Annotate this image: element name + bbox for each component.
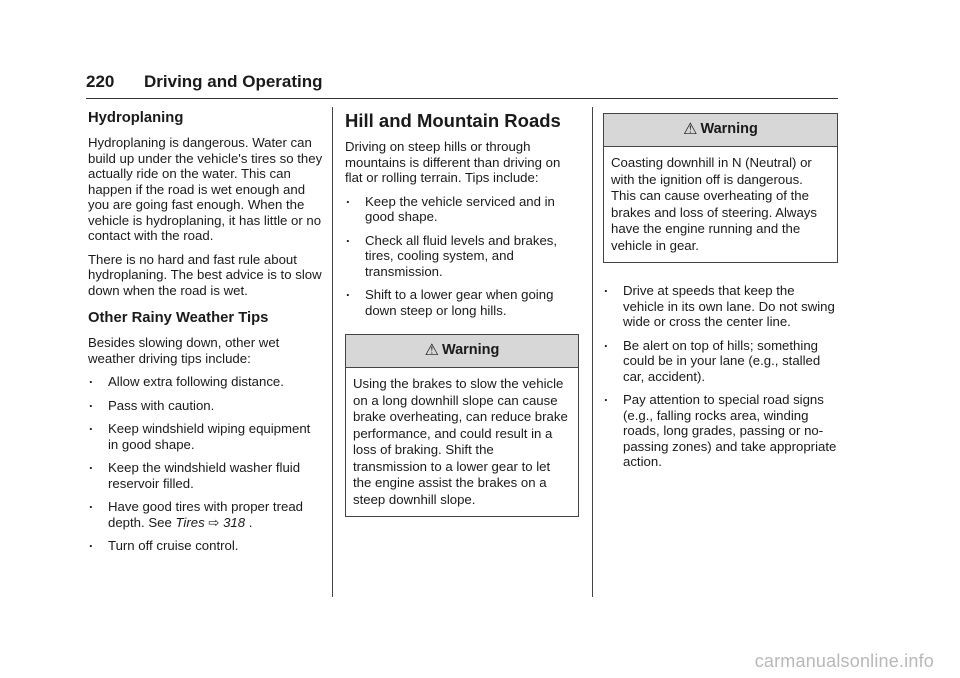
- list-item: . Pay attention to special road signs (e.g., falling rocks area, winding roads, long grades, passing or no-passing zones) and take appropriate action.: [603, 392, 838, 470]
- tires-link[interactable]: [175, 515, 245, 530]
- page-number: 220: [86, 72, 115, 91]
- bullet-text: Have good tires with proper tread depth. See: [108, 499, 303, 530]
- warning-icon: ⚠: [683, 121, 698, 139]
- bullet-list: [345, 194, 579, 319]
- list-item: . Turn off cruise control.: [88, 538, 323, 554]
- tires-link-text: Tires: [175, 514, 205, 530]
- warning-icon: ⚠: [424, 342, 439, 360]
- section-title: Driving and Operating: [144, 72, 323, 91]
- warning-title: Warning: [700, 121, 758, 138]
- heading-hydroplaning: Hydroplaning: [88, 110, 184, 126]
- warning-body: Coasting downhill in N (Neutral) or with the ignition off is dangerous. This can cause overheating of the brakes and loss of steering. Always have the engine running and the vehicle in gear.: [611, 155, 817, 253]
- column-left: [88, 110, 323, 562]
- warning-title: Warning: [441, 342, 500, 359]
- page-ref: 318: [223, 514, 246, 530]
- watermark: carmanualsonline.info: [754, 651, 934, 671]
- list-item: . Allow extra following distance.: [88, 374, 323, 390]
- warning-body: Using the brakes to slow the vehicle on a long downhill slope can cause brake overheating, can reduce brake performance, and could result in a loss of braking. Shift the transmission to a lower gear to let the engine assist the brakes on a steep downhill slope.: [353, 376, 568, 507]
- warning-header: [346, 335, 578, 368]
- column-middle: [345, 110, 579, 517]
- paragraph: Besides slowing down, other wet weather driving tips include:: [88, 335, 280, 366]
- list-item: . Pass with caution.: [88, 398, 323, 414]
- column-divider: [592, 107, 593, 597]
- paragraph: There is no hard and fast rule about hydroplaning. The best advice is to slow down when the road is wet.: [88, 251, 322, 298]
- list-item: . Drive at speeds that keep the vehicle in its own lane. Do not swing wide or cross the center line.: [603, 283, 838, 330]
- page-ref-arrow-icon: ⇨: [208, 514, 220, 530]
- list-item: . Keep the vehicle serviced and in good shape.: [345, 194, 579, 225]
- heading-hill-mountain-roads: Hill and Mountain Roads: [345, 110, 561, 131]
- paragraph: Driving on steep hills or through mountains is different than driving on flat or rolling terrain. Tips include:: [345, 139, 561, 185]
- page-header: [86, 70, 838, 99]
- warning-header: [604, 114, 837, 147]
- list-item: . Check all fluid levels and brakes, tires, cooling system, and transmission.: [345, 233, 579, 280]
- list-item: . Keep windshield wiping equipment in good shape.: [88, 421, 323, 452]
- paragraph: Hydroplaning is dangerous. Water can build up under the vehicle's tires so they actually ride on the water. This can happen if the road is wet enough and you are going fast enough. When the vehicle is hydroplaning, it has little or no contact with the road.: [88, 135, 323, 243]
- bullet-list: [603, 283, 838, 470]
- list-item: . Keep the windshield washer fluid reservoir filled.: [88, 460, 323, 491]
- warning-box: [345, 334, 579, 517]
- list-item: . Shift to a lower gear when going down steep or long hills.: [345, 287, 579, 318]
- column-divider: [332, 107, 333, 597]
- bullet-suffix: .: [245, 514, 253, 530]
- column-right: [603, 113, 838, 478]
- list-item: [88, 499, 323, 530]
- list-item: . Be alert on top of hills; something could be in your lane (e.g., stalled car, accident).: [603, 338, 838, 385]
- heading-rainy-weather-tips: Other Rainy Weather Tips: [88, 310, 269, 326]
- warning-box: [603, 113, 838, 263]
- bullet-list: [88, 374, 323, 554]
